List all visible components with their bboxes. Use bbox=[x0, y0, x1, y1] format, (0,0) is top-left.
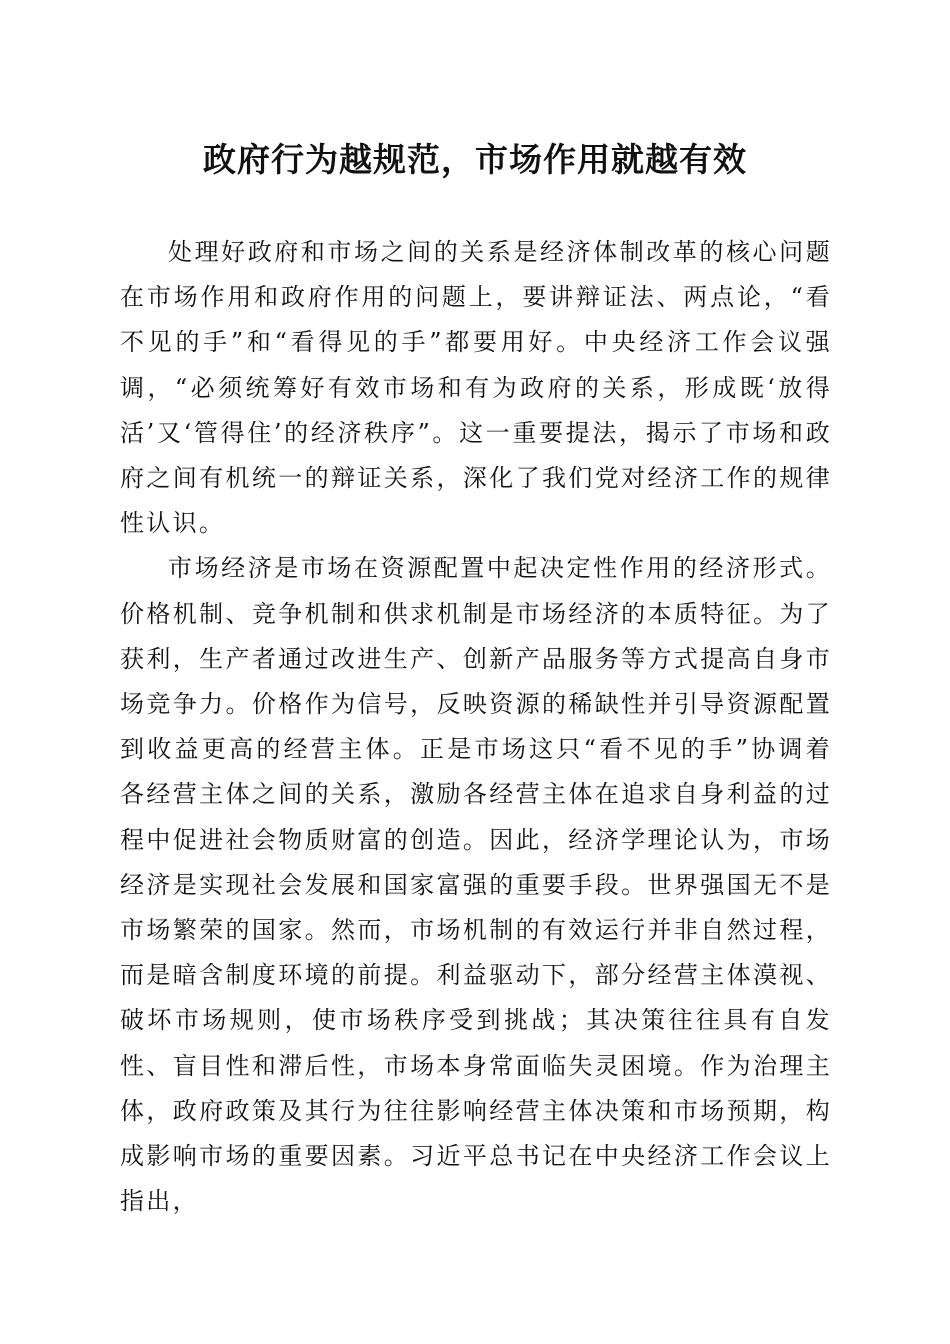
document-body bbox=[120, 230, 832, 1224]
paragraph-2: 市场经济是市场在资源配置中起决定性作用的经济形式。价格机制、竞争机制和供求机制是市场经济的本质特征。为了获利，生产者通过改进生产、创新产品服务等方式提高自身市场竞争力。价格作为信号，反映资源的稀缺性并引导资源配置到收益更高的经营主体。正是市场这只“看不见的手”协调着各经营主体之间的关系，激励各经营主体在追求自身利益的过程中促进社会物质财富的创造。因此，经济学理论认为，市场经济是实现社会发展和国家富强的重要手段。世界强国无不是市场繁荣的国家。然而，市场机制的有效运行并非自然过程，而是暗含制度环境的前提。利益驱动下，部分经营主体漠视、破坏市场规则，使市场秩序受到挑战；其决策往往具有自发性、盲目性和滞后性，市场本身常面临失灵困境。作为治理主体，政府政策及其行为往往影响经营主体决策和市场预期，构成影响市场的重要因素。习近平总书记在中央经济工作会议上指出， bbox=[120, 554, 832, 1216]
document-title: 政府行为越规范，市场作用就越有效 bbox=[203, 140, 747, 179]
paragraph-1: 处理好政府和市场之间的关系是经济体制改革的核心问题在市场作用和政府作用的问题上，要讲辩证法、两点论，“看不见的手”和“看得见的手”都要用好。中央经济工作会议强调，“必须统筹好有效市场和有为政府的关系，形成既‘放得活’又‘管得住’的经济秩序”。这一重要提法，揭示了市场和政府之间有机统一的辩证关系，深化了我们党对经济工作的规律性认识。 bbox=[120, 238, 832, 538]
